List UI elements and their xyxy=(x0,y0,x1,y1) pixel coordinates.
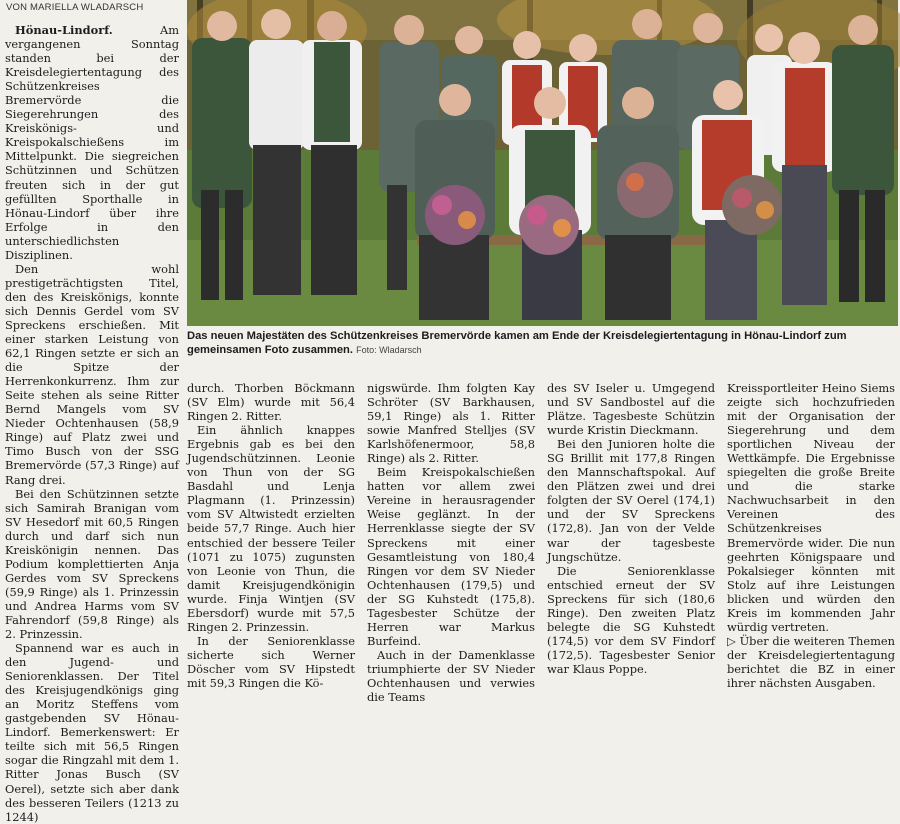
group-photo-illustration xyxy=(187,0,898,326)
paragraph-text: Bei den Schützinnen setzte sich Samirah Branigan vom SV Hesedorf mit 60,5 Ringen durch und darf sich nun Kreiskönigin nennen. Das Podium komplettierten Anja Gerdes vom SV Spreckens (59,9 Ringe) als 1. Prinzessin und Andrea Harms vom SV Fahrendorf (59,8 Ringe) als 2. Prinzessin. xyxy=(5,486,179,642)
photo-caption-text: Das neuen Majestäten des Schützenkreises Bremervörde kamen am Ende der Kreisdelegiertentagung in Hönau-Lindorf zum gemeinsamen Foto zusammen. xyxy=(187,330,847,356)
paragraph-text: Den wohl prestigeträchtigsten Titel, den des Kreiskönigs, konnte sich Dennis Gerdel vom SV Spreckens erschießen. Mit einer starken Leistung von 62,1 Ringen setzte er sich an die Spitze der Herrenkonkurrenz. Ihm zur Seite stehen als seine Ritter Bernd Mangels vom SV Nieder Ochtenhausen (58,9 Ringe) auf Platz zwei und Timo Busch von der SSG Bremervörde (57,3 Ringe) auf Rang drei. xyxy=(5,261,179,487)
paragraph-text: Beim Kreispokalschießen hatten vor allem zwei Vereine in herausragender Weise geglänzt. In der Herrenklasse siegte der SV Spreckens mit einer Gesamtleistung von 180,4 Ringen vor dem SV Nieder Ochtenhausen (179,5) und der SG Kuhstedt (175,8). Tagesbester Schütze der Herren war Markus Burfeind. xyxy=(367,465,535,648)
paragraph-text: durch. Thorben Böckmann (SV Elm) wurde mit 56,4 Ringen 2. Ritter. xyxy=(187,381,355,424)
group-photo xyxy=(187,0,898,326)
paragraph-text: Auch in der Damenklasse triumphierte der SV Nieder Ochtenhausen und verwies die Teams xyxy=(367,647,535,705)
paragraph-text: Die Seniorenklasse entschied erneut der SV Spreckens für sich (180,6 Ringe). Den zweiten Platz belegte die SG Kuhstedt (174,5) vor dem SV Findorf (172,5). Tagesbester Senior war Klaus Poppe. xyxy=(547,563,715,676)
byline: VON MARIELLA WLADARSCH xyxy=(6,2,144,13)
article-column-4 xyxy=(547,381,715,676)
paragraph-text: Spannend war es auch in den Jugend- und Seniorenklassen. Der Titel des Kreisjugendkönigs ging an Moritz Steffens vom gastgebenden SV Hönau-Lindorf. Bemerkenswert: Er teilte sich mit 56,5 Ringen sogar die Ringzahl mit dem 1. Ritter Jonas Busch (SV Oerel), setzte sich aber dank des besseren Teilers (1213 zu 1244) xyxy=(5,641,179,824)
paragraph-text: Ein ähnlich knappes Ergebnis gab es bei den Jugendschützinnen. Leonie von Thun von der SG Basdahl und Lenja Plagmann (1. Prinzessin) vom SV Altwistedt erzielten beide 57,7 Ringe. Auch hier entschied der bessere Teiler (1071 zu 1075) zugunsten von Leonie von Thun, die damit Kreisjugendkönigin wurde. Finja Wintjen (SV Ebersdorf) wurde mit 57,5 Ringen 2. Prinzessin. xyxy=(187,423,355,634)
paragraph-text: Am vergangenen Sonntag standen bei der Kreisdelegiertentagung des Schützenkreises Bremervörde die Siegerehrungen des Kreiskönigs- und Kreispokalschießens im Mittelpunkt. Die siegreichen Schützinnen und Schützen freuten sich in der gut gefüllten Sporthalle in Hönau-Lindorf über ihre Erfolge in den unterschiedlichsten Disziplinen. xyxy=(5,23,179,262)
article-paragraph xyxy=(5,487,179,642)
paragraph-text: In der Seniorenklasse sicherte sich Werner Döscher vom SV Hipstedt mit 59,3 Ringen die Kö- xyxy=(187,633,355,690)
article-paragraph xyxy=(727,381,895,634)
paragraph-text: ▷ Über die weiteren Themen der Kreisdelegiertentagung berichtet die BZ in einer ihrer nächsten Ausgaben. xyxy=(727,633,895,690)
paragraph-text: des SV Iseler u. Umgegend und SV Sandbostel auf die Plätze. Tagesbeste Schützin wurde Kristin Dieckmann. xyxy=(547,381,715,438)
article-column-5 xyxy=(727,381,895,690)
article-column-2 xyxy=(187,381,355,690)
article-paragraph xyxy=(547,437,715,563)
article-paragraph xyxy=(187,381,355,423)
article-paragraph xyxy=(5,262,179,487)
article-paragraph xyxy=(367,381,535,465)
photo-caption xyxy=(187,329,898,357)
article-paragraph xyxy=(5,23,179,262)
dateline: Hönau-Lindorf. xyxy=(15,23,113,37)
article-paragraph xyxy=(5,641,179,824)
paragraph-text: nigswürde. Ihm folgten Kay Schröter (SV Barkhausen, 59,1 Ringe) als 1. Ritter sowie Manfred Stelljes (SV Karlshöfenermoor, 58,8 Ringe) als 2. Ritter. xyxy=(367,381,535,466)
article-paragraph xyxy=(367,648,535,704)
article-paragraph xyxy=(727,634,895,690)
article-paragraph xyxy=(547,381,715,437)
article-paragraph xyxy=(547,564,715,676)
paragraph-text: Kreissportleiter Heino Siems zeigte sich hochzufrieden mit der Organisation der Siegerehrung und dem sportlichen Niveau der Wettkämpfe. Die Ergebnisse spiegelten die große Breite und die starke Nachwuchsarbeit in den Vereinen des Schützenkreises Bremervörde wider. Die nun geehrten Königspaare und Pokalsieger könnten mit Stolz auf ihre Leistungen blicken und würden den Kreis im kommenden Jahr würdig vertreten. xyxy=(727,381,895,634)
photo-credit: Foto: Wladarsch xyxy=(356,345,422,355)
article-paragraph xyxy=(187,634,355,690)
paragraph-text: Bei den Junioren holte die SG Brillit mit 177,8 Ringen den Mannschaftspokal. Auf den Plätzen zwei und drei folgten der SV Oerel (174,1) und der SV Spreckens (172,8). Jan von der Velde war der tagesbeste Jungschütze. xyxy=(547,437,715,564)
article-paragraph xyxy=(367,465,535,648)
article-column-1 xyxy=(5,23,179,824)
article-paragraph xyxy=(187,423,355,634)
article-column-3 xyxy=(367,381,535,705)
